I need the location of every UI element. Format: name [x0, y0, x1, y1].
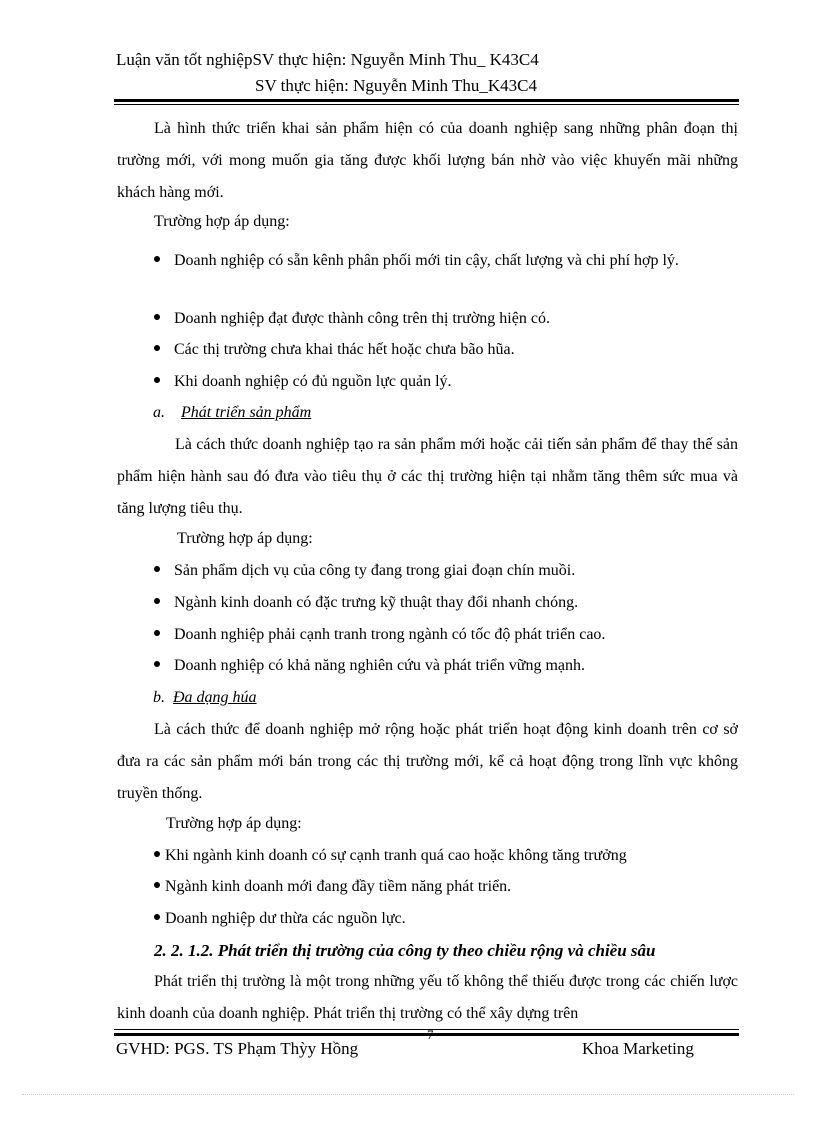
section-heading: 2. 2. 1.2. Phát triển thị trường của công ty theo chiều rộng và chiều sâu — [154, 941, 656, 960]
bullet-icon — [154, 314, 160, 320]
list-item — [154, 562, 575, 580]
list-item-text: Ngành kinh doanh có đặc trưng kỹ thuật thay đổi nhanh chóng. — [174, 594, 579, 611]
header-line-1: Luận văn tốt nghiệpSV thực hiện: Nguyễn Minh Thu_ K43C4 — [116, 50, 539, 69]
section-b-heading — [153, 689, 257, 707]
list-item — [154, 310, 550, 328]
list-item-text: Doanh nghiệp đạt được thành công trên thị trường hiện có. — [174, 310, 550, 327]
section-a-marker: a. — [153, 404, 165, 421]
header-rule-thin — [114, 104, 739, 105]
list-item — [154, 594, 578, 612]
case-label-1: Trường hợp áp dụng: — [154, 213, 290, 230]
bullet-icon — [154, 914, 160, 920]
bullet-icon — [154, 851, 160, 857]
page-number: 7 — [427, 1027, 434, 1042]
paragraph-4: Phát triển thị trường là một trong những yếu tố không thể thiếu được trong các chiến lược kinh doanh của doanh nghiệp. Phát triển thị trường có thể xây dựng trên — [117, 973, 738, 1022]
list-item-text: Khi ngành kinh doanh có sự cạnh tranh quá cao hoặc không tăng trưởng — [165, 847, 627, 864]
bullet-icon — [154, 345, 160, 351]
list-item — [154, 878, 511, 896]
paragraph-2: Là cách thức doanh nghiệp tạo ra sản phẩm mới hoặc cải tiến sản phẩm để thay thế sản phẩm hiện hành sau đó đưa vào tiêu thụ ở các thị trường hiện tại nhằm tăng thêm sức mua và tăng lượng tiêu thụ. — [117, 436, 738, 517]
section-b-marker: b. — [153, 689, 165, 706]
list-item-text: Doanh nghiệp phải cạnh tranh trong ngành có tốc độ phát triển cao. — [174, 626, 606, 643]
list-item-text: Doanh nghiệp có khả năng nghiên cứu và phát triển vững mạnh. — [174, 657, 586, 674]
list-item — [154, 626, 605, 644]
list-item — [154, 373, 452, 391]
list-item-text: Doanh nghiệp có sẵn kênh phân phối mới tin cậy, chất lượng và chi phí hợp lý. — [174, 252, 679, 269]
list-item-text: Ngành kinh doanh mới đang đầy tiềm năng phát triển. — [165, 878, 512, 895]
list-item — [154, 910, 406, 928]
header-line-2: SV thực hiện: Nguyễn Minh Thu_K43C4 — [255, 76, 538, 95]
paragraph-1: Là hình thức triển khai sản phẩm hiện có của doanh nghiệp sang những phân đoạn thị trường mới, với mong muốn gia tăng được khối lượng bán nhờ vào việc khuyến mãi những khách hàng mới. — [117, 120, 738, 201]
list-item-text: Các thị trường chưa khai thác hết hoặc chưa bão hũa. — [174, 341, 515, 358]
bullet-icon — [154, 377, 160, 383]
section-a-heading — [153, 404, 311, 422]
case-label-2: Trường hợp áp dụng: — [177, 530, 313, 547]
bullet-icon — [154, 630, 160, 636]
bullet-icon — [154, 566, 160, 572]
list-item — [154, 245, 738, 277]
list-item-text: Sản phẩm dịch vụ của công ty đang trong giai đoạn chín muồi. — [174, 562, 576, 579]
list-item — [154, 341, 515, 359]
list-item — [154, 657, 585, 675]
bullet-icon — [154, 598, 160, 604]
section-b-title: Đa dạng húa — [173, 689, 257, 706]
section-a-title: Phát triển sản phẩm — [181, 404, 312, 421]
list-item-text: Doanh nghiệp dư thừa các nguồn lực. — [165, 910, 406, 927]
bullet-icon — [154, 882, 160, 888]
list-item-text: Khi doanh nghiệp có đủ nguồn lực quản lý. — [174, 373, 452, 390]
footer-left: GVHD: PGS. TS Phạm Thỳy Hồng — [116, 1039, 359, 1058]
footer-right: Khoa Marketing — [582, 1039, 694, 1058]
case-label-3: Trường hợp áp dụng: — [166, 815, 302, 832]
list-item — [154, 847, 627, 865]
header-rule-thick — [114, 99, 739, 102]
bullet-icon — [154, 661, 160, 667]
paragraph-3: Là cách thức để doanh nghiệp mở rộng hoặc phát triển hoạt động kinh doanh trên cơ sở đưa ra các sản phẩm mới bán trong các thị trường mới, kể cả hoạt động trong lĩnh vực không truyền thống. — [117, 721, 738, 802]
bullet-icon — [154, 256, 160, 262]
page-edge-divider — [22, 1094, 794, 1095]
